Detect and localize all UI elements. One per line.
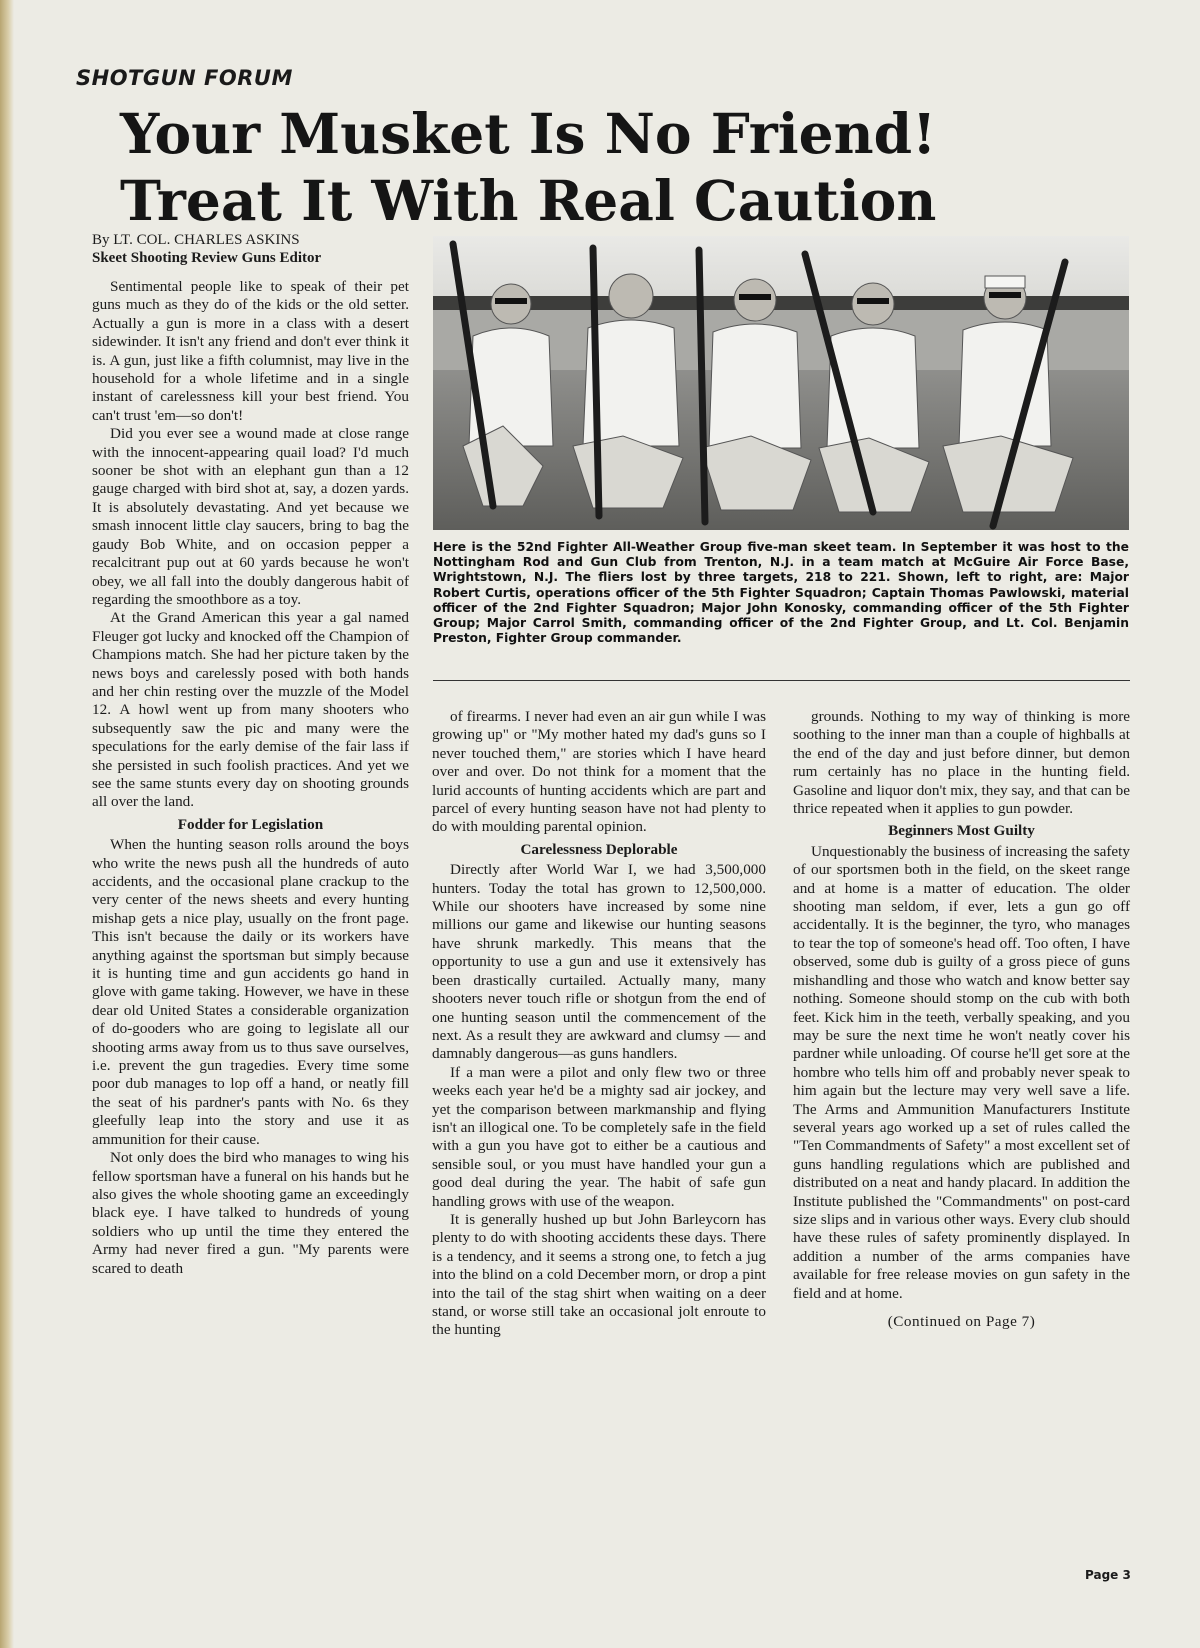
paragraph: Sentimental people like to speak of their pet guns much as they do of the kids or the old setter. Actually a gun is more in a class with a desert sidewinder. It isn't any friend and don't ever think it is. A gun, just like a fifth columnist, may live in the household for a whole lifetime and in a single instant of carelessness kill your best friend. You can't trust 'em—so don't! — [92, 278, 409, 424]
section-label: SHOTGUN FORUM — [76, 66, 293, 90]
paragraph: Directly after World War I, we had 3,500,000 hunters. Today the total has grown to 12,500,000. While our shooters have increased by some nine millions our game and likewise our hunting seasons have shrunk markedly. This means that the opportunity to use a gun and use it extensively has been drastically curtailed. Actually many, many shooters never touch rifle or shotgun from the end of one hunting season until the commencement of the next. As a result they are awkward and clumsy — and damnably dangerous—as guns handlers. — [432, 861, 766, 1063]
paragraph: of firearms. I never had even an air gun while I was growing up" or "My mother hated my dad's guns so I never touched them," are stories which I have heard over and over. Do not think for a moment that the lurid accounts of hunting accidents which are part and parcel of every hunting season have not had plenty to do with moulding parental opinion. — [432, 708, 766, 836]
byline — [92, 231, 321, 267]
paragraph: Unquestionably the business of increasing the safety of our sportsmen both in the field, on the skeet range and at home is a matter of education. The older shooting man seldom, if ever, lets a gun go off accidentally. It is the beginner, the tyro, who manages to tear the top of someone's head off. Too often, I have observed, some dub is guilty of a gross piece of guns mishandling and those who watch and know better say nothing. Someone should stomp on the cub with both feet. Kick him in the teeth, verbally speaking, and you may be sure the next time he won't neatly cover his pardner while unloading. Of course he'll get sore at the hombre who tells him off and probably never speak to him again but the lecture may very well save a life. The Arms and Ammunition Manufacturers Institute several years ago worked up a set of rules called the "Ten Commandments of Safety" a most excellent set of guns handling regulations which are published and distributed on a neat and handy placard. In addition the Institute published the "Commandments" on post-card size slips and in various other ways. Every club should have these rules of safety prominently displayed. In addition a number of the arms companies have available for free release movies on gun safety in the field and at home. — [793, 842, 1130, 1302]
photo-caption: Here is the 52nd Fighter All-Weather Group five-man skeet team. In September it was host to the Nottingham Rod and Gun Club from Trenton, N.J. in a team match at McGuire Air Force Base, Wrightstown, N.J. The fliers lost by three targets, 218 to 221. Shown, left to right, are: Major Robert Curtis, operations officer of the 5th Fighter Squadron; Captain Thomas Pawlowski, material officer of the 2nd Fighter Squadron; Major John Konosky, commanding officer of the 5th Fighter Group; Major Carrol Smith, commanding officer of the 2nd Fighter Group, and Lt. Col. Benjamin Preston, Fighter Group commander. — [433, 540, 1129, 646]
binding-edge — [0, 0, 14, 1648]
article-column-1 — [92, 278, 409, 1278]
page-number: Page 3 — [1085, 1568, 1131, 1582]
subheading: Beginners Most Guilty — [888, 822, 1035, 840]
paragraph: It is generally hushed up but John Barleycorn has plenty to do with shooting accidents these days. There is a tendency, and it seems a strong one, to fetch a jug into the blind on a cold December morn, or drop a pint into the tail of the stag shirt when waiting on a deer stand, or worse still take an occasional jolt enroute to the hunting — [432, 1210, 766, 1339]
continued-note: (Continued on Page 7) — [887, 1313, 1036, 1330]
headline-line-2: Treat It With Real Caution — [120, 168, 937, 233]
paragraph: At the Grand American this year a gal named Fleuger got lucky and knocked off the Champion of Champions match. She had her picture taken by the news boys and carelessly posed with both hands and her chin resting over the muzzle of the Model 12. A howl went up from many shooters who subsequently saw the pic and many were the speculations for the early demise of the fair lass if she persisted in such foolish practices. And yet we see the same stunts every day on shooting grounds all over the land. — [92, 609, 409, 811]
article-column-2 — [432, 708, 766, 1340]
divider — [433, 680, 1130, 681]
paragraph: When the hunting season rolls around the boys who write the news push all the hundreds of auto accidents, and the occasional plane crackup to the very center of the news sheets and every hunting mishap gets a nice play, usually on the front page. This isn't because the daily or its workers have anything against the sportsman but simply because it is hunting time and gun accidents go hand in glove with game taking. However, we have in these dear old United States a considerable organization of do-gooders who are going to legislate all our shooting arms away from us to thus save ourselves, i.e. prevent the gun tragedies. Every time some poor dub manages to lop off a hand, or neatly fill the seat of his pardner's pants with No. 6s they gleefully leap into the story and use it as ammunition for their cause. — [92, 836, 409, 1148]
byline-author: By LT. COL. CHARLES ASKINS — [92, 232, 300, 248]
paragraph: Not only does the bird who manages to wing his fellow sportsman have a funeral on his hands but he also gives the whole shooting game an exceedingly black eye. I have talked to hundreds of young soldiers who up until the time they entered the Army had never fired a gun. "My parents were scared to death — [92, 1149, 409, 1277]
team-photo — [433, 236, 1129, 530]
byline-role: Skeet Shooting Review Guns Editor — [92, 250, 322, 266]
paragraph: grounds. Nothing to my way of thinking is more soothing to the inner man than a couple of highballs at the end of the day and just before dinner, but demon rum certainly has no place in the hunting field. Gasoline and liquor don't mix, they say, and that can be thrice repeated when it applies to gun powder. — [793, 708, 1130, 818]
article-column-3 — [793, 708, 1130, 1331]
subheading: Fodder for Legislation — [177, 815, 324, 833]
subheading: Carelessness Deplorable — [520, 840, 678, 858]
team-photo-image — [433, 236, 1129, 530]
paragraph: If a man were a pilot and only flew two or three weeks each year he'd be a mighty sad air jockey, and yet the comparison between markmanship and flying isn't an illogical one. To be completely safe in the field with a gun you have got to either be a cautious and sensible soul, or you must have handled your gun a good deal during the year. The habit of safe gun handling grows with use of the weapon. — [432, 1063, 766, 1210]
headline-line-1: Your Musket Is No Friend! — [120, 101, 937, 166]
paragraph: Did you ever see a wound made at close range with the innocent-appearing quail load? I'd much sooner be shot with an elephant gun than a 12 gauge charged with bird shot at, say, a dozen yards. It is absolutely devastating. And yet because we smash innocent little clay saucers, bring to bag the gaudy Bob White, and on occasion pepper a recalcitrant pup out at 60 yards because he won't obey, we all fall into the doubly dangerous habit of regarding the smoothbore as a toy. — [92, 425, 409, 608]
headline — [120, 100, 1080, 234]
